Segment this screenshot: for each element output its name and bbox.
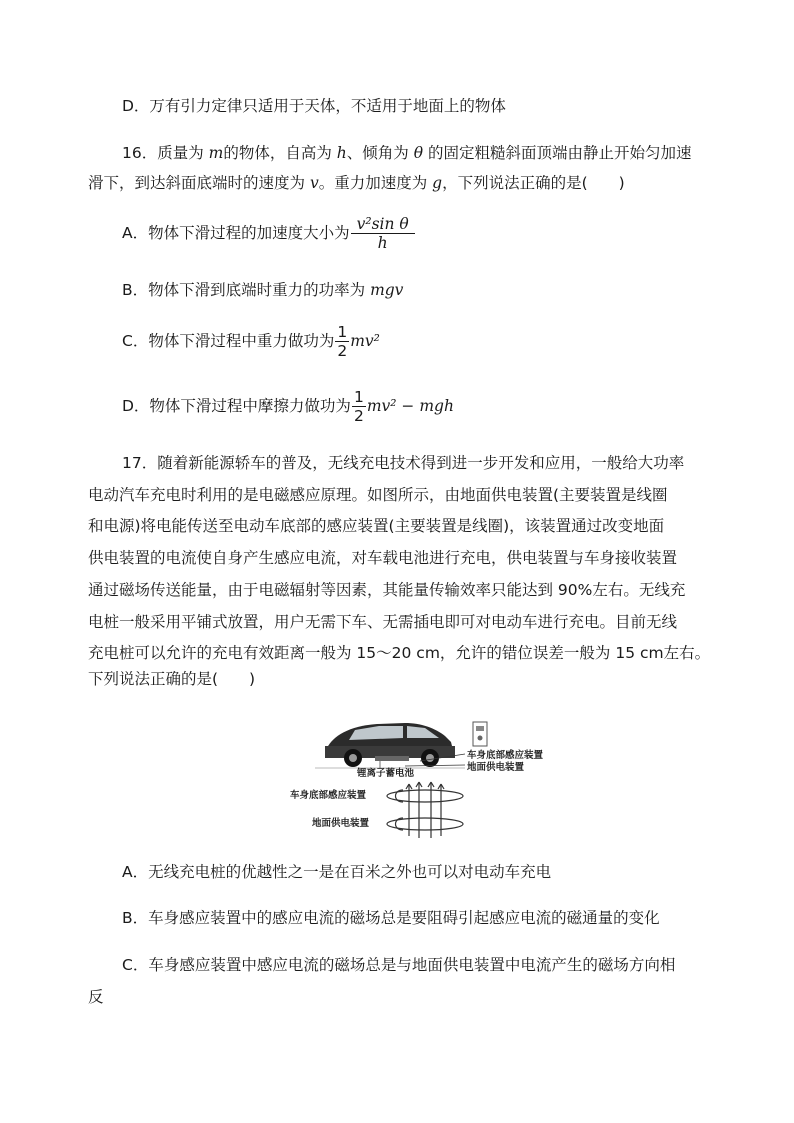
q16-option-c-denominator: 2 bbox=[337, 342, 348, 360]
q16-option-a-text: A．物体下滑过程的加速度大小为 bbox=[122, 224, 350, 242]
q16-option-a bbox=[122, 215, 416, 252]
label-car-bottom-sensor-2: 车身底部感应装置 bbox=[290, 790, 367, 801]
q16-option-b-text: B．物体下滑到底端时重力的功率为 bbox=[122, 281, 371, 299]
q17-option-c-line1: C．车身感应装置中感应电流的磁场总是与地面供电装置中电流产生的磁场方向相 bbox=[122, 956, 676, 974]
q17-line-7: 充电桩可以允许的充电有效距离一般为 15～20 cm，允许的错位误差一般为 15 cm左右。 bbox=[88, 644, 711, 662]
q16-stem2-var: g bbox=[432, 174, 443, 192]
magnetic-field-diagram bbox=[387, 782, 463, 838]
label-ground-supply: 地面供电装置 bbox=[467, 762, 525, 773]
q16-option-c bbox=[122, 323, 380, 360]
q16-stem-line2 bbox=[88, 173, 625, 193]
q16-option-a-numerator: v²sin θ bbox=[351, 215, 415, 234]
q16-option-d-numerator: 1 bbox=[353, 388, 364, 406]
q17-figure-wireless-charging bbox=[285, 718, 544, 843]
q16-option-d bbox=[122, 388, 454, 425]
q16-option-b bbox=[122, 280, 403, 300]
q17-line-5: 通过磁场传送能量，由于电磁辐射等因素，其能量传输效率只能达到 90%左右。无线充 bbox=[88, 581, 686, 599]
q16-option-d-fraction bbox=[352, 388, 366, 425]
q16-stem1-text: 的固定粗糙斜面顶端由静止开始匀加速 bbox=[423, 144, 692, 162]
q17-option-b: B．车身感应装置中的感应电流的磁场总是要阻碍引起感应电流的磁通量的变化 bbox=[122, 909, 660, 927]
label-ground-supply-2: 地面供电装置 bbox=[312, 818, 370, 829]
q16-stem2-var: v bbox=[309, 174, 319, 192]
q17-option-c-line2: 反 bbox=[88, 988, 104, 1006]
q15-option-d: D．万有引力定律只适用于天体，不适用于地面上的物体 bbox=[122, 97, 506, 115]
q16-option-d-text: D．物体下滑过程中摩擦力做功为 bbox=[122, 397, 351, 415]
q16-stem2-text: 。重力加速度为 bbox=[318, 174, 433, 192]
charging-post-icon bbox=[473, 722, 487, 746]
q17-line-6: 电桩一般采用平铺式放置，用户无需下车、无需插电即可对电动车进行充电。目前无线 bbox=[88, 613, 678, 631]
q17-line-1: 17．随着新能源轿车的普及，无线充电技术得到进一步开发和应用，一般给大功率 bbox=[122, 454, 685, 472]
q17-line-3: 和电源)将电能传送至电动车底部的感应装置(主要装置是线圈)，该装置通过改变地面 bbox=[88, 517, 665, 535]
q16-option-c-expr: mv² bbox=[350, 332, 380, 350]
q16-stem1-var: θ bbox=[413, 144, 424, 162]
q16-option-a-denominator: h bbox=[377, 234, 388, 252]
q17-line-8: 下列说法正确的是( ) bbox=[88, 670, 256, 688]
label-car-bottom-sensor: 车身底部感应装置 bbox=[467, 750, 544, 761]
q16-stem1-var: m bbox=[208, 144, 224, 162]
q16-option-d-expr: mv² − mgh bbox=[366, 397, 454, 415]
q16-option-d-denominator: 2 bbox=[353, 407, 364, 425]
q16-stem1-text: 16．质量为 bbox=[122, 144, 209, 162]
label-lithium-battery: 锂离子蓄电池 bbox=[357, 768, 415, 779]
q16-option-a-fraction bbox=[351, 215, 415, 252]
q16-stem1-text: 、倾角为 bbox=[346, 144, 414, 162]
q17-line-4: 供电装置的电流使自身产生感应电流，对车载电池进行充电，供电装置与车身接收装置 bbox=[88, 549, 678, 567]
q16-stem-line1 bbox=[122, 143, 692, 163]
q17-line-2: 电动汽车充电时利用的是电磁感应原理。如图所示，由地面供电装置(主要装置是线圈 bbox=[88, 486, 668, 504]
q16-option-c-text: C．物体下滑过程中重力做功为 bbox=[122, 332, 335, 350]
q16-stem1-var: h bbox=[336, 144, 347, 162]
q16-option-c-fraction bbox=[335, 323, 349, 360]
q16-stem2-text: ，下列说法正确的是( ) bbox=[442, 174, 625, 192]
wireless-charging-diagram bbox=[285, 718, 544, 843]
q16-stem2-text: 滑下，到达斜面底端时的速度为 bbox=[88, 174, 310, 192]
q16-option-c-numerator: 1 bbox=[337, 323, 348, 341]
car-illustration bbox=[315, 723, 465, 768]
q17-option-a: A．无线充电桩的优越性之一是在百米之外也可以对电动车充电 bbox=[122, 863, 552, 881]
q16-option-b-expr: mgv bbox=[370, 281, 404, 299]
q16-stem1-text: 的物体，自高为 bbox=[223, 144, 337, 162]
